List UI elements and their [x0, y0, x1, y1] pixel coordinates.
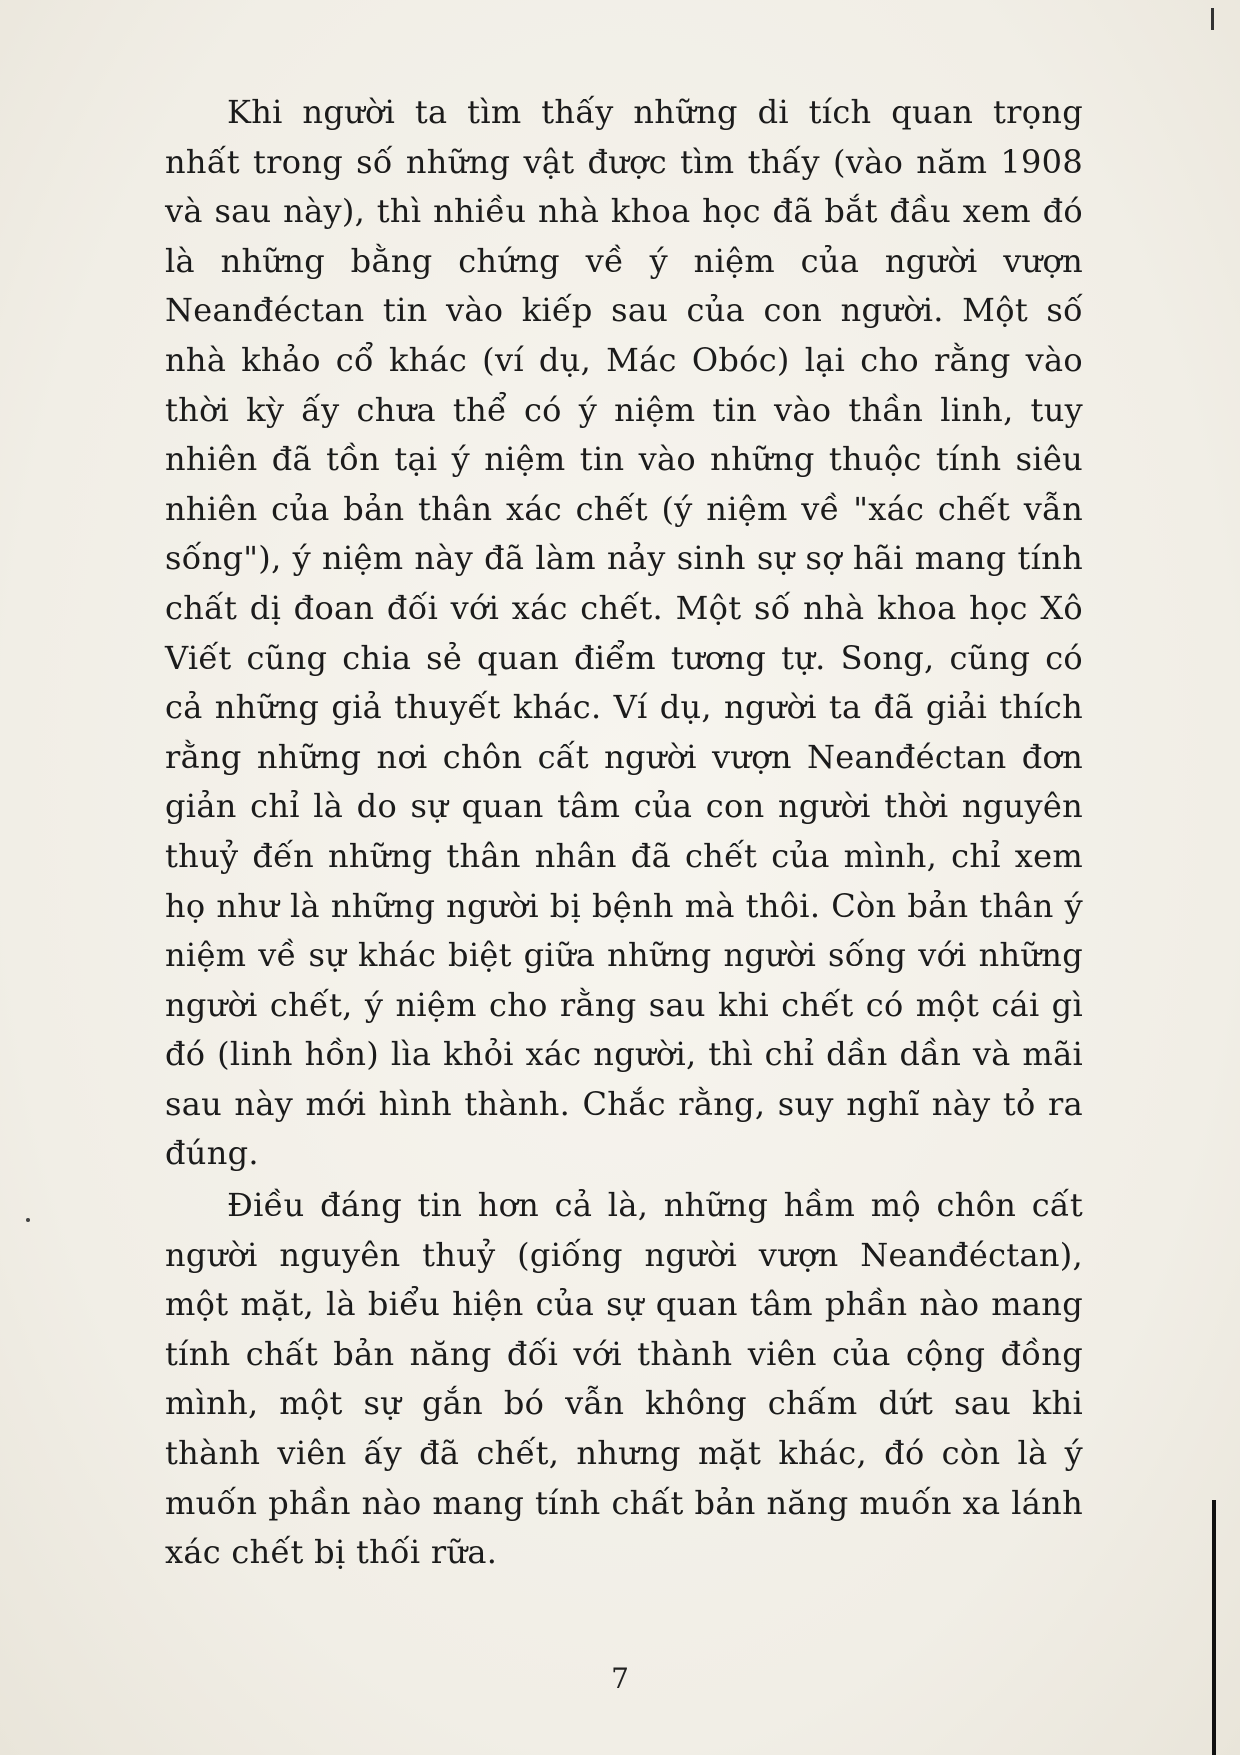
page-number: 7 — [611, 1662, 629, 1695]
paragraph-1: Khi người ta tìm thấy những di tích quan trọng nhất trong số những vật được tìm thấy (vào năm 1908 và sau này), thì nhiều nhà khoa học đã bắt đầu xem đó là những bằng chứng về ý niệm của người vượn Neanđéctan tin vào kiếp sau của con người. Một số nhà khảo cổ khác (ví dụ, Mác Obóc) lại cho rằng vào thời kỳ ấy chưa thể có ý niệm tin vào thần linh, tuy nhiên đã tồn tại ý niệm tin vào những thuộc tính siêu nhiên của bản thân xác chết (ý niệm về "xác chết vẫn sống"), ý niệm này đã làm nảy sinh sự sợ hãi mang tính chất dị đoan đối với xác chết. Một số nhà khoa học Xô Viết cũng chia sẻ quan điểm tương tự. Song, cũng có cả những giả thuyết khác. Ví dụ, người ta đã giải thích rằng những nơi chôn cất người vượn Neanđéctan đơn giản chỉ là do sự quan tâm của con người thời nguyên thuỷ đến những thân nhân đã chết của mình, chỉ xem họ như là những người bị bệnh mà thôi. Còn bản thân ý niệm về sự khác biệt giữa những người sống với những người chết, ý niệm cho rằng sau khi chết có một cái gì đó (linh hồn) lìa khỏi xác người, thì chỉ dần dần và mãi sau này mới hình thành. Chắc rằng, suy nghĩ này tỏ ra đúng. — [165, 93, 1083, 1173]
book-binding-edge — [1212, 1500, 1216, 1755]
paragraph-2: Điều đáng tin hơn cả là, những hầm mộ chôn cất người nguyên thuỷ (giống người vượn Neanđéctan), một mặt, là biểu hiện của sự quan tâm phần nào mang tính chất bản năng đối với thành viên của cộng đồng mình, một sự gắn bó vẫn không chấm dứt sau khi thành viên ấy đã chết, nhưng mặt khác, đó còn là ý muốn phần nào mang tính chất bản năng muốn xa lánh xác chết bị thối rữa. — [165, 1186, 1083, 1572]
page-edge-mark — [1211, 8, 1214, 30]
scan-speck — [26, 1218, 30, 1222]
body-text — [165, 88, 1083, 1578]
